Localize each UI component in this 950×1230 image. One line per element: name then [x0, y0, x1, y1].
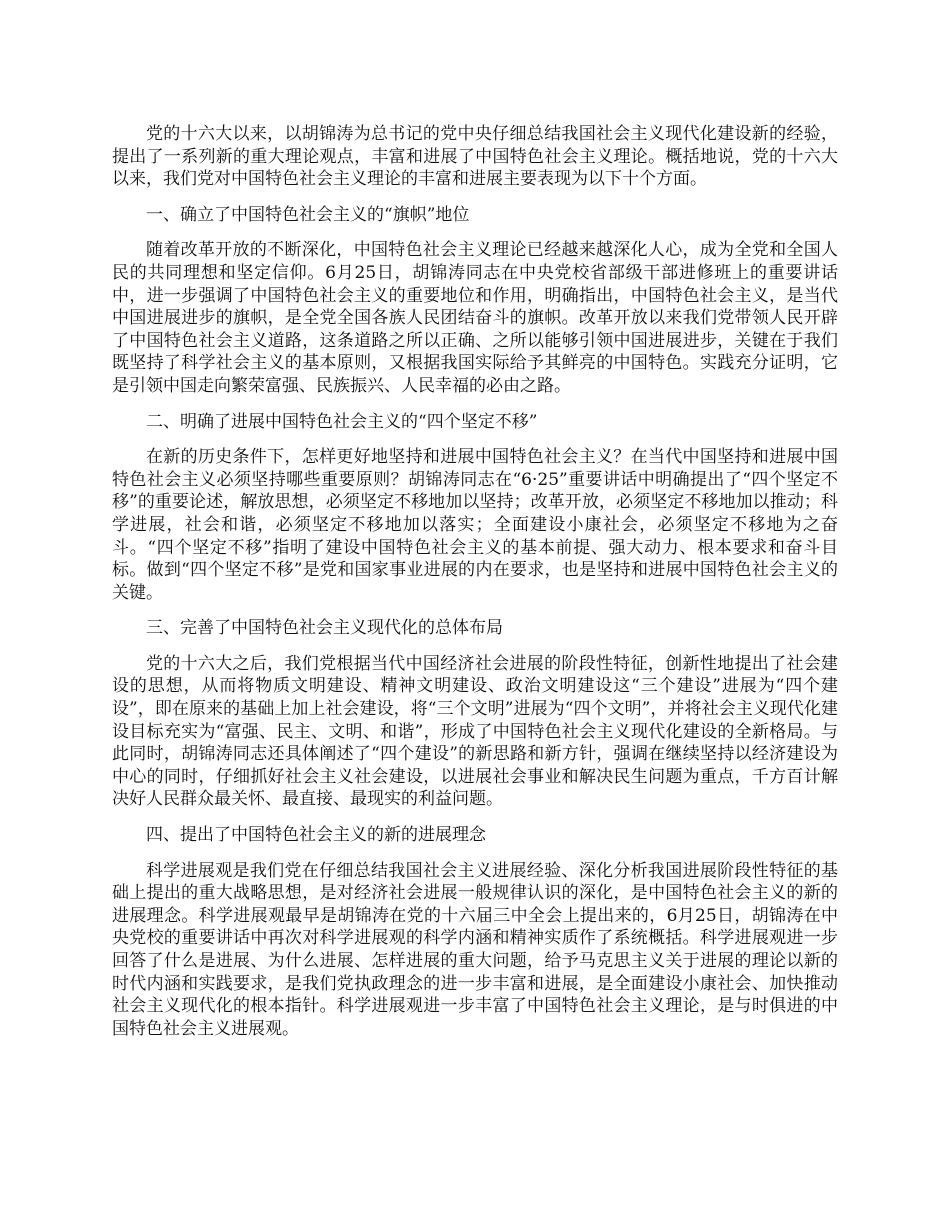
- section-1-body: 随着改革开放的不断深化，中国特色社会主义理论已经越来越深化人心，成为全党和全国人民的共同理想和坚定信仰。6月25日，胡锦涛同志在中央党校省部级干部进修班上的重要讲话中，进一步强调了中国特色社会主义的重要地位和作用，明确指出，中国特色社会主义，是当代中国进展进步的旗帜，是全党全国各族人民团结奋斗的旗帜。改革开放以来我们党带领人民开辟了中国特色社会主义道路，这条道路之所以正确、之所以能够引领中国进展进步，关键在于我们既坚持了科学社会主义的基本原则，又根据我国实际给予其鲜亮的中国特色。实践充分证明，它是引领中国走向繁荣富强、民族振兴、人民幸福的必由之路。: [112, 240, 838, 396]
- section-2-heading: 二、明确了进展中国特色社会主义的“四个坚定不移”: [146, 411, 538, 432]
- section-2-body: 在新的历史条件下，怎样更好地坚持和进展中国特色社会主义？在当代中国坚持和进展中国特色社会主义必须坚持哪些重要原则？胡锦涛同志在“6·25”重要讲话中明确提出了“四个坚定不移”的重要论述，解放思想，必须坚定不移地加以坚持；改革开放，必须坚定不移地加以推动；科学进展，社会和谐，必须坚定不移地加以落实；全面建设小康社会，必须坚定不移地为之奋斗。“四个坚定不移”指明了建设中国特色社会主义的基本前提、强大动力、根本要求和奋斗目标。做到“四个坚定不移”是党和国家事业进展的内在要求，也是坚持和进展中国特色社会主义的关键。: [112, 447, 838, 603]
- intro-paragraph: 党的十六大以来，以胡锦涛为总书记的党中央仔细总结我国社会主义现代化建设新的经验，提出了一系列新的重大理论观点，丰富和进展了中国特色社会主义理论。概括地说，党的十六大以来，我们党对中国特色社会主义理论的丰富和进展主要表现为以下十个方面。: [112, 124, 838, 190]
- section-4-heading: 四、提出了中国特色社会主义的新的进展理念: [146, 825, 486, 846]
- document-page: [112, 123, 838, 1053]
- section-1-heading: 一、确立了中国特色社会主义的“旗帜”地位: [146, 204, 470, 225]
- section-3-body: 党的十六大之后，我们党根据当代中国经济社会进展的阶段性特征，创新性地提出了社会建设的思想，从而将物质文明建设、精神文明建设、政治文明建设这“三个建设”进展为“四个建设”，即在原来的基础上加上社会建设，将“三个文明”进展为“四个文明”，并将社会主义现代化建设目标充实为“富强、民主、文明、和谐”，形成了中国特色社会主义现代化建设的全新格局。与此同时，胡锦涛同志还具体阐述了“四个建设”的新思路和新方针，强调在继续坚持以经济建设为中心的同时，仔细抓好社会主义社会建设，以进展社会事业和解决民生问题为重点，千方百计解决好人民群众最关怀、最直接、最现实的利益问题。: [112, 653, 838, 810]
- section-3-heading: 三、完善了中国特色社会主义现代化的总体布局: [146, 618, 503, 639]
- section-4-body: 科学进展观是我们党在仔细总结我国社会主义进展经验、深化分析我国进展阶段性特征的基础上提出的重大战略思想，是对经济社会进展一般规律认识的深化，是中国特色社会主义的新的进展理念。科学进展观最早是胡锦涛在党的十六届三中全会上提出来的，6月25日，胡锦涛在中央党校的重要讲话中再次对科学进展观的科学内涵和精神实质作了系统概括。科学进展观进一步回答了什么是进展、为什么进展、怎样进展的重大问题，给予马克思主义关于进展的理论以新的时代内涵和实践要求，是我们党执政理念的进一步丰富和进展，是全面建设小康社会、加快推动社会主义现代化的根本指针。科学进展观进一步丰富了中国特色社会主义理论，是与时俱进的中国特色社会主义进展观。: [112, 860, 838, 1039]
